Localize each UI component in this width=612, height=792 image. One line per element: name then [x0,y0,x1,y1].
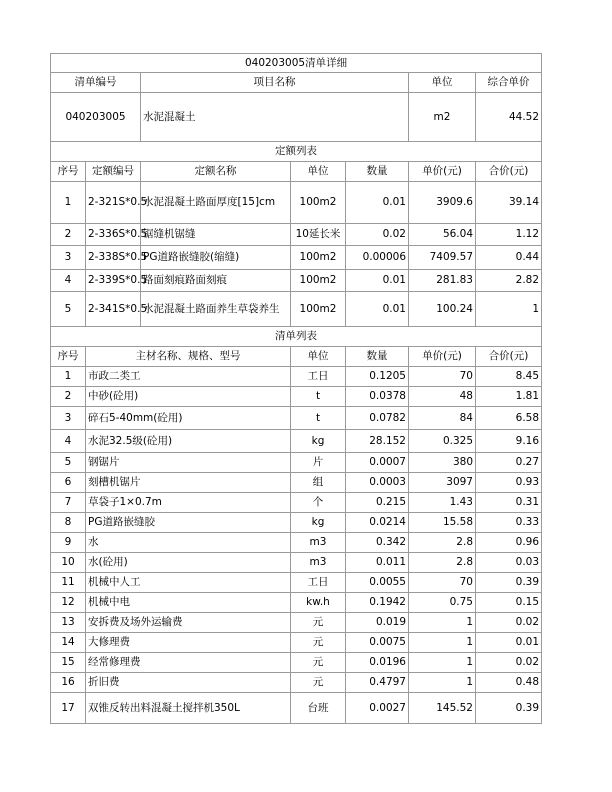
quota-total: 39.14 [476,182,542,224]
material-unit-price: 2.8 [409,533,476,553]
material-unit-price: 15.58 [409,513,476,533]
material-total: 0.27 [476,453,542,473]
material-unit-price: 48 [409,387,476,407]
material-unit-price: 1 [409,633,476,653]
material-unit-price: 1 [409,653,476,673]
quota-code: 2-338S*0.5 [86,246,141,270]
material-total: 0.39 [476,573,542,593]
quota-unit-header: 单位 [291,162,346,182]
quota-seq: 1 [51,182,86,224]
material-unit: t [291,407,346,430]
material-name: 折旧费 [86,673,291,693]
material-unit: m3 [291,553,346,573]
material-name: 大修理费 [86,633,291,653]
material-unit: m3 [291,533,346,553]
material-unit: 片 [291,453,346,473]
quota-row [51,182,542,224]
material-row [51,533,542,553]
material-seq: 12 [51,593,86,613]
material-unit: t [291,387,346,407]
material-total: 0.96 [476,533,542,553]
material-qty: 0.1205 [346,367,409,387]
material-row [51,387,542,407]
material-seq: 2 [51,387,86,407]
material-unit-price: 1.43 [409,493,476,513]
material-unit: kw.h [291,593,346,613]
quota-seq: 4 [51,270,86,292]
material-row [51,367,542,387]
quota-name: 锯缝机锯缝 [141,224,291,246]
quota-code: 2-321S*0.5 [86,182,141,224]
material-row [51,493,542,513]
quota-unit: 10延长米 [291,224,346,246]
material-total: 0.02 [476,653,542,673]
quota-total: 2.82 [476,270,542,292]
material-seq: 16 [51,673,86,693]
material-name: 安拆费及场外运输费 [86,613,291,633]
material-name: 水 [86,533,291,553]
material-qty: 0.0196 [346,653,409,673]
material-name: 市政二类工 [86,367,291,387]
material-name: 刻槽机锯片 [86,473,291,493]
material-qty: 0.0782 [346,407,409,430]
quota-name: 水泥混凝土路面厚度[15]cm [141,182,291,224]
material-row [51,593,542,613]
material-total: 0.93 [476,473,542,493]
material-qty: 0.0007 [346,453,409,473]
quota-code: 2-336S*0.5 [86,224,141,246]
material-qty: 0.4797 [346,673,409,693]
table-title: 040203005清单详细 [51,54,542,73]
material-seq: 7 [51,493,86,513]
material-unit: 组 [291,473,346,493]
material-seq: 17 [51,693,86,724]
material-qty: 0.1942 [346,593,409,613]
quota-code-header: 定额编号 [86,162,141,182]
quota-name: 水泥混凝土路面养生草袋养生 [141,292,291,327]
material-name: 水(砼用) [86,553,291,573]
material-seq: 13 [51,613,86,633]
material-qty: 0.0003 [346,473,409,493]
material-unit: 元 [291,633,346,653]
bill-code-header: 清单编号 [51,73,141,93]
material-name: 双锥反转出料混凝土搅拌机350L [86,693,291,724]
quota-name-header: 定额名称 [141,162,291,182]
material-name: 机械中电 [86,593,291,613]
material-unit-price: 380 [409,453,476,473]
material-unit: 工日 [291,367,346,387]
material-section-title: 清单列表 [51,327,542,347]
material-name: 水泥32.5级(砼用) [86,430,291,453]
material-seq: 14 [51,633,86,653]
material-name: 经常修理费 [86,653,291,673]
quota-code: 2-339S*0.5 [86,270,141,292]
bill-price: 44.52 [476,93,542,142]
material-total: 0.31 [476,493,542,513]
material-unit-price: 0.75 [409,593,476,613]
material-qty: 28.152 [346,430,409,453]
quota-total-header: 合价(元) [476,162,542,182]
material-name: 机械中人工 [86,573,291,593]
material-unit-price: 0.325 [409,430,476,453]
material-qty: 0.0055 [346,573,409,593]
bill-unit: m2 [409,93,476,142]
material-seq: 1 [51,367,86,387]
material-qty: 0.019 [346,613,409,633]
material-row [51,613,542,633]
material-qty: 0.0027 [346,693,409,724]
material-seq: 5 [51,453,86,473]
material-name: 草袋子1×0.7m [86,493,291,513]
bill-detail-table [50,53,542,724]
bill-code: 040203005 [51,93,141,142]
material-seq: 6 [51,473,86,493]
material-name: 碎石5-40mm(砼用) [86,407,291,430]
quota-name: 路面刻痕路面刻痕 [141,270,291,292]
quota-total: 0.44 [476,246,542,270]
material-unit: 元 [291,673,346,693]
quota-unit-price-header: 单价(元) [409,162,476,182]
quota-code: 2-341S*0.5 [86,292,141,327]
bill-name: 水泥混凝土 [141,93,409,142]
material-name: 中砂(砼用) [86,387,291,407]
material-unit: 元 [291,613,346,633]
material-unit: kg [291,513,346,533]
material-total: 9.16 [476,430,542,453]
quota-row [51,246,542,270]
material-unit: 台班 [291,693,346,724]
bill-price-header: 综合单价 [476,73,542,93]
material-unit-price: 84 [409,407,476,430]
material-row [51,430,542,453]
material-row [51,513,542,533]
material-row [51,653,542,673]
material-unit-price-header: 单价(元) [409,347,476,367]
material-seq: 4 [51,430,86,453]
quota-qty: 0.00006 [346,246,409,270]
material-unit-price: 70 [409,573,476,593]
quota-total: 1.12 [476,224,542,246]
material-row [51,453,542,473]
quota-row [51,292,542,327]
quota-unit: 100m2 [291,182,346,224]
material-total: 0.03 [476,553,542,573]
material-unit-price: 2.8 [409,553,476,573]
material-row [51,573,542,593]
material-unit-price: 70 [409,367,476,387]
quota-unit-price: 281.83 [409,270,476,292]
material-qty: 0.215 [346,493,409,513]
quota-unit-price: 56.04 [409,224,476,246]
material-unit: kg [291,430,346,453]
material-seq: 8 [51,513,86,533]
material-row [51,633,542,653]
material-unit: 工日 [291,573,346,593]
material-qty: 0.011 [346,553,409,573]
material-row [51,693,542,724]
material-unit: 个 [291,493,346,513]
bill-unit-header: 单位 [409,73,476,93]
material-row [51,407,542,430]
material-name: PG道路嵌缝胶 [86,513,291,533]
material-seq-header: 序号 [51,347,86,367]
quota-seq: 3 [51,246,86,270]
material-total-header: 合价(元) [476,347,542,367]
material-seq: 3 [51,407,86,430]
material-total: 0.39 [476,693,542,724]
material-total: 8.45 [476,367,542,387]
material-total: 6.58 [476,407,542,430]
material-unit-price: 3097 [409,473,476,493]
material-qty: 0.342 [346,533,409,553]
material-unit-price: 145.52 [409,693,476,724]
material-total: 0.33 [476,513,542,533]
material-qty: 0.0214 [346,513,409,533]
quota-unit: 100m2 [291,292,346,327]
material-seq: 15 [51,653,86,673]
material-row [51,473,542,493]
material-qty: 0.0075 [346,633,409,653]
material-unit-price: 1 [409,673,476,693]
quota-unit-price: 100.24 [409,292,476,327]
material-total: 0.02 [476,613,542,633]
material-unit-header: 单位 [291,347,346,367]
quota-section-title: 定额列表 [51,142,542,162]
material-row [51,553,542,573]
material-seq: 10 [51,553,86,573]
material-name: 钢锯片 [86,453,291,473]
quota-seq: 2 [51,224,86,246]
quota-qty: 0.01 [346,270,409,292]
quota-unit: 100m2 [291,246,346,270]
material-qty: 0.0378 [346,387,409,407]
material-row [51,673,542,693]
bill-name-header: 项目名称 [141,73,409,93]
quota-seq-header: 序号 [51,162,86,182]
material-name-header: 主材名称、规格、型号 [86,347,291,367]
material-seq: 11 [51,573,86,593]
material-unit: 元 [291,653,346,673]
quota-seq: 5 [51,292,86,327]
quota-total: 1 [476,292,542,327]
material-total: 1.81 [476,387,542,407]
quota-name: PG道路嵌缝胶(缩缝) [141,246,291,270]
quota-unit: 100m2 [291,270,346,292]
material-total: 0.15 [476,593,542,613]
quota-row [51,270,542,292]
quota-unit-price: 3909.6 [409,182,476,224]
material-total: 0.01 [476,633,542,653]
material-qty-header: 数量 [346,347,409,367]
material-unit-price: 1 [409,613,476,633]
quota-qty: 0.01 [346,182,409,224]
quota-qty: 0.01 [346,292,409,327]
quota-row [51,224,542,246]
material-total: 0.48 [476,673,542,693]
quota-qty: 0.02 [346,224,409,246]
quota-qty-header: 数量 [346,162,409,182]
quota-unit-price: 7409.57 [409,246,476,270]
material-seq: 9 [51,533,86,553]
